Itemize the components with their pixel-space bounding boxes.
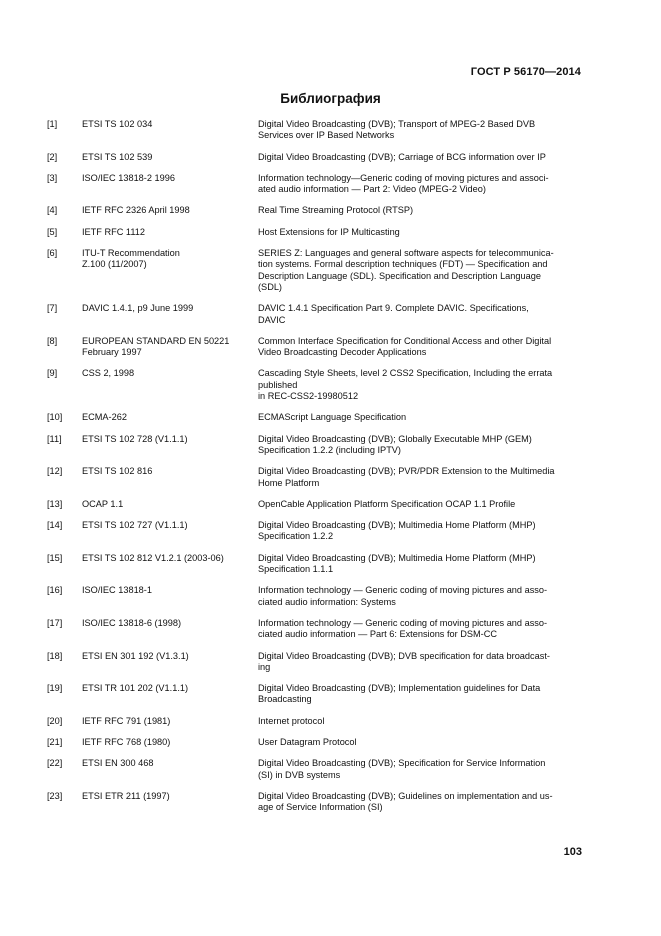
reference-line: ETSI TS 102 812 V1.2.1 (2003-06): [82, 552, 224, 563]
entry-reference: [82, 499, 250, 510]
entry-reference: [82, 758, 250, 769]
description-line: Common Interface Specification for Conditional Access and other Digital: [258, 335, 552, 346]
bibliography-entry: [47, 499, 582, 510]
description-line: DAVIC: [258, 314, 286, 325]
entry-reference: [82, 520, 250, 531]
bibliography-entry: [47, 205, 582, 216]
description-line: Digital Video Broadcasting (DVB); Guidelines on implementation and us-: [258, 790, 553, 801]
bibliography-entry: [47, 716, 582, 727]
reference-line: ITU-T Recommendation: [82, 248, 180, 259]
entry-number: [11]: [47, 433, 62, 444]
description-line: Host Extensions for IP Multicasting: [258, 226, 400, 237]
entry-description: [258, 520, 582, 543]
description-line: (SDL): [258, 281, 282, 292]
reference-line: Z.100 (11/2007): [82, 259, 147, 270]
page-number: 103: [563, 846, 582, 858]
reference-line: ISO/IEC 13818-1: [82, 585, 152, 596]
entry-number: [6]: [47, 248, 58, 259]
bibliography-entry: [47, 336, 582, 359]
entry-description: [258, 499, 582, 510]
description-line: User Datagram Protocol: [258, 736, 357, 747]
entry-number: [23]: [47, 790, 63, 801]
reference-line: IETF RFC 2326 April 1998: [82, 205, 190, 216]
bibliography-entry: [47, 412, 582, 423]
description-line: Digital Video Broadcasting (DVB); DVB specification for data broadcast-: [258, 650, 550, 661]
reference-line: February 1997: [82, 347, 142, 358]
description-line: Internet protocol: [258, 715, 325, 726]
bibliography-list: [47, 119, 582, 823]
reference-line: IETF RFC 1112: [82, 226, 145, 237]
entry-number: [2]: [47, 151, 58, 162]
reference-line: ETSI TS 102 727 (V1.1.1): [82, 520, 188, 531]
reference-line: OCAP 1.1: [82, 498, 124, 509]
description-line: Digital Video Broadcasting (DVB); Transport of MPEG-2 Based DVB: [258, 119, 536, 129]
bibliography-entry: [47, 248, 582, 293]
entry-reference: [82, 173, 250, 184]
entry-reference: [82, 227, 250, 238]
description-line: Broadcasting: [258, 694, 312, 705]
entry-reference: [82, 737, 250, 748]
description-line: ing: [258, 661, 271, 672]
description-line: Digital Video Broadcasting (DVB); Multimedia Home Platform (MHP): [258, 520, 536, 531]
entry-description: [258, 791, 582, 814]
description-line: Specification 1.1.1: [258, 564, 334, 575]
reference-line: DAVIC 1.4.1, p9 June 1999: [82, 303, 194, 314]
entry-number: [17]: [47, 617, 63, 628]
bibliography-entry: [47, 227, 582, 238]
bibliography-entry: [47, 553, 582, 576]
description-line: ECMAScript Language Specification: [258, 412, 407, 423]
description-line: Video Broadcasting Decoder Applications: [258, 347, 427, 358]
description-line: Information technology—Generic coding of moving pictures and associ-: [258, 172, 549, 183]
reference-line: ETSI TS 102 034: [82, 119, 153, 129]
entry-description: [258, 152, 582, 163]
reference-line: CSS 2, 1998: [82, 368, 135, 379]
entry-reference: [82, 248, 250, 271]
bibliography-entry: [47, 119, 582, 142]
entry-description: [258, 248, 582, 293]
entry-reference: [82, 553, 250, 564]
entry-reference: [82, 412, 250, 423]
entry-reference: [82, 368, 250, 379]
bibliography-entry: [47, 683, 582, 706]
entry-reference: [82, 618, 250, 629]
bibliography-entry: [47, 303, 582, 326]
entry-description: [258, 758, 582, 781]
entry-number: [12]: [47, 466, 63, 477]
description-line: Digital Video Broadcasting (DVB); Multimedia Home Platform (MHP): [258, 552, 536, 563]
description-line: Real Time Streaming Protocol (RTSP): [258, 205, 414, 216]
reference-line: ETSI EN 300 468: [82, 758, 154, 769]
entry-number: [5]: [47, 226, 58, 237]
bibliography-entry: [47, 434, 582, 457]
entry-description: [258, 553, 582, 576]
bibliography-entry: [47, 758, 582, 781]
reference-line: IETF RFC 768 (1980): [82, 736, 171, 747]
reference-line: ISO/IEC 13818-6 (1998): [82, 617, 182, 628]
description-line: OpenCable Application Platform Specification OCAP 1.1 Profile: [258, 498, 516, 509]
entry-reference: [82, 119, 250, 130]
entry-number: [13]: [47, 498, 63, 509]
entry-reference: [82, 303, 250, 314]
reference-line: ETSI TS 102 728 (V1.1.1): [82, 433, 188, 444]
description-line: published: [258, 379, 298, 390]
entry-description: [258, 618, 582, 641]
entry-description: [258, 585, 582, 608]
entry-description: [258, 119, 582, 142]
entry-number: [22]: [47, 758, 63, 769]
description-line: Cascading Style Sheets, level 2 CSS2 Specification, Including the errata: [258, 368, 553, 379]
entry-description: [258, 466, 582, 489]
bibliography-entry: [47, 520, 582, 543]
entry-number: [10]: [47, 412, 63, 423]
description-line: ciated audio information — Part 6: Extensions for DSM-CC: [258, 629, 497, 640]
reference-line: ETSI TS 102 539: [82, 151, 153, 162]
entry-number: [15]: [47, 552, 63, 563]
page-title: Библиография: [280, 91, 381, 106]
entry-description: [258, 412, 582, 423]
description-line: tion systems. Formal description techniques (FDT) — Specification and: [258, 259, 548, 270]
entry-description: [258, 716, 582, 727]
description-line: (SI) in DVB systems: [258, 769, 341, 780]
description-line: Description Language (SDL). Specification and Description Language: [258, 270, 541, 281]
description-line: Digital Video Broadcasting (DVB); Specification for Service Information: [258, 758, 546, 769]
description-line: Digital Video Broadcasting (DVB); PVR/PDR Extension to the Multimedia: [258, 466, 555, 477]
bibliography-entry: [47, 618, 582, 641]
entry-reference: [82, 466, 250, 477]
description-line: Information technology — Generic coding of moving pictures and asso-: [258, 585, 548, 596]
description-line: Specification 1.2.2: [258, 531, 334, 542]
bibliography-entry: [47, 152, 582, 163]
description-line: ciated audio information: Systems: [258, 596, 396, 607]
description-line: Information technology — Generic coding of moving pictures and asso-: [258, 617, 548, 628]
entry-description: [258, 737, 582, 748]
reference-line: EUROPEAN STANDARD EN 50221: [82, 335, 230, 346]
description-line: Specification 1.2.2 (including IPTV): [258, 444, 401, 455]
bibliography-entry: [47, 173, 582, 196]
entry-reference: [82, 716, 250, 727]
description-line: DAVIC 1.4.1 Specification Part 9. Complete DAVIC. Specifications,: [258, 303, 529, 314]
entry-number: [18]: [47, 650, 63, 661]
entry-number: [16]: [47, 585, 63, 596]
entry-number: [3]: [47, 172, 58, 183]
description-line: ated audio information — Part 2: Video (MPEG-2 Video): [258, 184, 486, 195]
bibliography-entry: [47, 466, 582, 489]
entry-number: [19]: [47, 683, 63, 694]
description-line: age of Service Information (SI): [258, 802, 383, 813]
entry-number: [7]: [47, 303, 58, 314]
reference-line: ECMA-262: [82, 412, 127, 423]
entry-description: [258, 205, 582, 216]
entry-reference: [82, 336, 250, 359]
description-line: Digital Video Broadcasting (DVB); Globally Executable MHP (GEM): [258, 433, 532, 444]
description-line: in REC-CSS2-19980512: [258, 391, 359, 402]
reference-line: ETSI ETR 211 (1997): [82, 790, 170, 801]
entry-description: [258, 368, 582, 402]
entry-number: [8]: [47, 335, 58, 346]
entry-description: [258, 683, 582, 706]
entry-reference: [82, 434, 250, 445]
bibliography-entry: [47, 737, 582, 748]
entry-description: [258, 336, 582, 359]
entry-description: [258, 651, 582, 674]
entry-reference: [82, 585, 250, 596]
document-id: ГОСТ Р 56170—2014: [470, 66, 581, 78]
description-line: Services over IP Based Networks: [258, 130, 395, 141]
bibliography-entry: [47, 368, 582, 402]
reference-line: IETF RFC 791 (1981): [82, 715, 171, 726]
entry-reference: [82, 791, 250, 802]
description-line: Home Platform: [258, 477, 320, 488]
entry-number: [9]: [47, 368, 58, 379]
entry-description: [258, 173, 582, 196]
entry-number: [21]: [47, 736, 63, 747]
bibliography-entry: [47, 585, 582, 608]
entry-reference: [82, 651, 250, 662]
entry-number: [20]: [47, 715, 63, 726]
reference-line: ETSI TS 102 816: [82, 466, 153, 477]
reference-line: ISO/IEC 13818-2 1996: [82, 172, 175, 183]
bibliography-entry: [47, 791, 582, 814]
entry-number: [14]: [47, 520, 63, 531]
description-line: Digital Video Broadcasting (DVB); Implementation guidelines for Data: [258, 683, 541, 694]
entry-number: [4]: [47, 205, 58, 216]
reference-line: ETSI TR 101 202 (V1.1.1): [82, 683, 189, 694]
entry-number: [1]: [47, 119, 58, 129]
entry-description: [258, 434, 582, 457]
bibliography-entry: [47, 651, 582, 674]
description-line: SERIES Z: Languages and general software aspects for telecommunica-: [258, 248, 554, 259]
reference-line: ETSI EN 301 192 (V1.3.1): [82, 650, 189, 661]
entry-description: [258, 227, 582, 238]
entry-description: [258, 303, 582, 326]
entry-reference: [82, 683, 250, 694]
description-line: Digital Video Broadcasting (DVB); Carriage of BCG information over IP: [258, 151, 546, 162]
entry-reference: [82, 205, 250, 216]
entry-reference: [82, 152, 250, 163]
